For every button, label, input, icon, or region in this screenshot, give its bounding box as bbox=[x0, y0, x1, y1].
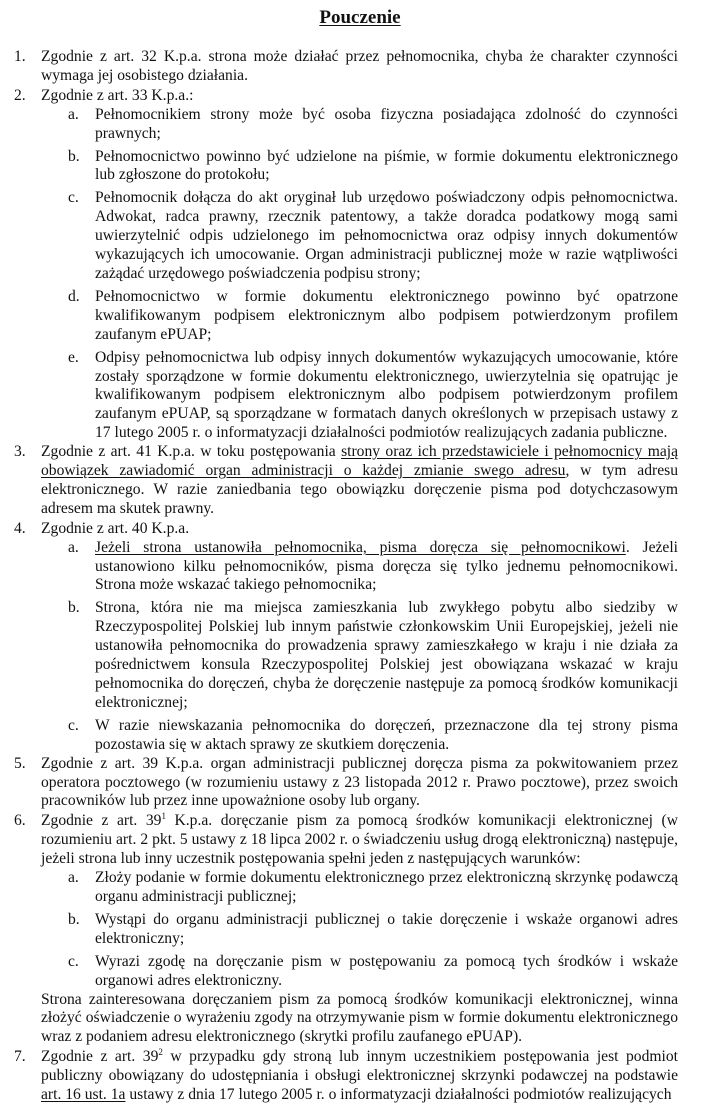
list-item-1 bbox=[14, 48, 678, 86]
item-text: Zgodnie z art. 33 K.p.a.: bbox=[41, 86, 194, 104]
sub-text: Odpisy pełnomocnictwa lub odpisy innych dokumentów wykazujących umocowanie, które zostały sporządzone w formie dokumentu elektronicznego, uwierzytelnia się opatrując je kwalifikowanym podpisem elektronicznym albo podpisem potwierdzonym profilem zaufanym ePUAP, są sporządzane w formatach danych określonych w przepisach ustawy z 17 lutego 2005 r. o informatyzacji działalności podmiotów realizujących zadania publiczne. bbox=[95, 348, 678, 442]
list-item-5 bbox=[14, 755, 678, 812]
sub-text: . Jeżeli ustanowiono kilku pełnomocników, pisma doręcza się tylko jednemu pełnomocnikowi. Strona może wskazać takiego pełnomocnika; bbox=[95, 538, 679, 594]
item-number: 4. bbox=[14, 519, 26, 537]
sub-letter: a. bbox=[68, 105, 79, 123]
item-number: 3. bbox=[14, 443, 26, 461]
item-text: Zgodnie z art. 41 K.p.a. w toku postępowania bbox=[41, 443, 342, 461]
list-item-6 bbox=[14, 812, 678, 869]
sub-letter: c. bbox=[68, 952, 79, 970]
sublist-item bbox=[68, 288, 678, 345]
sublist-item bbox=[68, 869, 678, 907]
sub-letter: b. bbox=[68, 910, 80, 928]
item-text: Zgodnie z art. 40 K.p.a. bbox=[41, 519, 190, 537]
sublist-item bbox=[68, 106, 678, 144]
sub-text: Złoży podanie w formie dokumentu elektronicznego przez elektroniczną skrzynkę podawczą organu administracji publicznej; bbox=[95, 869, 678, 905]
page-title: Pouczenie bbox=[319, 7, 401, 28]
list-item-7 bbox=[14, 1048, 678, 1105]
item-text: Zgodnie z art. 32 K.p.a. strona może działać przez pełnomocnika, chyba że charakter czynności wymaga jej osobistego działania. bbox=[41, 48, 678, 84]
sub-letter: e. bbox=[68, 348, 79, 366]
item-text: K.p.a. doręczanie pism za pomocą środków komunikacji elektronicznej (w rozumieniu art. 2 pkt. 5 ustawy z 18 lipca 2002 r. o świadczeniu usług drogą elektroniczną) następuje, jeżeli strona lub inny uczestnik postępowania spełni jeden z następujących warunków: bbox=[41, 812, 678, 868]
sub-text: Wystąpi do organu administracji publicznej o takie doręczenie i wskaże organowi adres elektroniczny; bbox=[95, 910, 678, 947]
item-number: 7. bbox=[14, 1048, 26, 1066]
sub-letter: a. bbox=[68, 538, 79, 556]
underlined-text: strony oraz ich przedstawiciele i pełnomocnicy mają obowiązek zawiadomić organ administracji o każdej zmianie swego adresu bbox=[41, 443, 678, 480]
sublist-2 bbox=[14, 106, 678, 443]
sub-text: Pełnomocnictwo w formie dokumentu elektronicznego powinno być opatrzone kwalifikowanym podpisem elektronicznym albo podpisem potwierdzonym profilem zaufanym ePUAP; bbox=[95, 287, 678, 343]
sub-letter: b. bbox=[68, 147, 80, 165]
item-number: 5. bbox=[14, 754, 26, 772]
list-item-6-note bbox=[14, 991, 678, 1048]
sub-letter: d. bbox=[68, 287, 80, 305]
sublist-4 bbox=[14, 539, 678, 755]
sub-letter: c. bbox=[68, 716, 79, 734]
list-item-2 bbox=[14, 87, 678, 106]
superscript: 2 bbox=[158, 1047, 163, 1058]
sublist-item bbox=[68, 953, 678, 991]
item-text: Zgodnie z art. 39 K.p.a. organ administracji publicznej doręcza pisma za pokwitowaniem przez operatora pocztowego (w rozumieniu ustawy z 23 listopada 2012 r. Prawo pocztowe), przez swoich pracowników lub przez inne upoważnione osoby lub organy. bbox=[41, 754, 678, 810]
item-number: 1. bbox=[14, 48, 26, 65]
sub-text: Wyrazi zgodę na doręczanie pism w postępowaniu za pomocą tych środków i wskaże organowi adres elektroniczny. bbox=[95, 952, 678, 989]
sublist-item bbox=[68, 911, 678, 949]
sub-letter: c. bbox=[68, 189, 79, 207]
item-number: 6. bbox=[14, 812, 26, 830]
sub-letter: b. bbox=[68, 599, 80, 617]
sublist-item bbox=[68, 539, 678, 596]
sub-letter: a. bbox=[68, 869, 79, 887]
item-number: 2. bbox=[14, 86, 26, 104]
sub-text: Pełnomocnikiem strony może być osoba fizyczna posiadająca zdolność do czynności prawnych; bbox=[95, 105, 678, 142]
sublist-item bbox=[68, 717, 678, 755]
item-text: Zgodnie z art. 39 bbox=[41, 1048, 159, 1066]
sublist-item bbox=[68, 349, 678, 444]
sub-text: W razie niewskazania pełnomocnika do doręczeń, przeznaczone dla tej strony pisma pozostawia się w aktach sprawy ze skutkiem doręczenia. bbox=[95, 716, 678, 753]
item-text: ustawy z dnia 17 lutego 2005 r. o informatyzacji działalności podmiotów realizujących bbox=[125, 1086, 672, 1104]
list-item-3 bbox=[14, 443, 678, 519]
list-item-4 bbox=[14, 520, 678, 539]
superscript: 1 bbox=[161, 811, 166, 822]
sublist-item bbox=[68, 189, 678, 284]
item-text: w przypadku gdy stroną lub innym uczestnikiem postępowania jest podmiot publiczny obowiązany do udostępniania i obsługi elektronicznej skrzynki podawczej na podstawie bbox=[41, 1048, 678, 1085]
sublist-item bbox=[68, 148, 678, 186]
law-reference-link[interactable]: art. 16 ust. 1a bbox=[41, 1086, 126, 1104]
instruction-list bbox=[14, 48, 678, 1105]
underlined-text: Jeżeli strona ustanowiła pełnomocnika, pisma doręcza się pełnomocnikowi bbox=[95, 538, 626, 556]
item-text: Zgodnie z art. 39 bbox=[41, 812, 162, 830]
sub-text: Pełnomocnik dołącza do akt oryginał lub urzędowo poświadczony odpis pełnomocnictwa. Adwokat, radca prawny, rzecznik patentowy, a także doradca podatkowy mogą sami uwierzytelnić odpis udzielonego im pełnomocnictwa oraz odpisy innych dokumentów wykazujących ich umocowanie. Organ administracji publicznej może w razie wątpliwości zażądać urzędowego poświadczenia podpisu strony; bbox=[95, 189, 678, 282]
sublist-6 bbox=[14, 869, 678, 990]
sublist-item bbox=[68, 599, 678, 712]
sub-text: Strona, która nie ma miejsca zamieszkania lub zwykłego pobytu albo siedziby w Rzeczypospolitej Polskiej lub innym państwie członkowskim Unii Europejskiej, jeżeli nie ustanowiła pełnomocnika do prowadzenia sprawy zamieszkałego w kraju i nie działa za pośrednictwem konsula Rzeczypospolitej Polskiej jest obowiązana wskazać w kraju pełnomocnika do doręczeń, chyba że doręczenie następuje za pomocą środków komunikacji elektronicznej; bbox=[95, 599, 678, 711]
item-text: , w tym adresu elektronicznego. W razie zaniedbania tego obowiązku doręczenie pisma pod dotychczasowym adresem ma skutek prawny. bbox=[41, 462, 679, 517]
sub-text: Pełnomocnictwo powinno być udzielone na piśmie, w formie dokumentu elektronicznego lub zgłoszone do protokołu; bbox=[95, 147, 678, 184]
note-text: Strona zainteresowana doręczaniem pism za pomocą środków komunikacji elektronicznej, winna złożyć oświadczenie o wyrażeniu zgody na otrzymywanie pism w formie dokumentu elektronicznego wraz z podaniem adresu elektronicznego (skrytki profilu zaufanego ePUAP). bbox=[41, 990, 678, 1046]
